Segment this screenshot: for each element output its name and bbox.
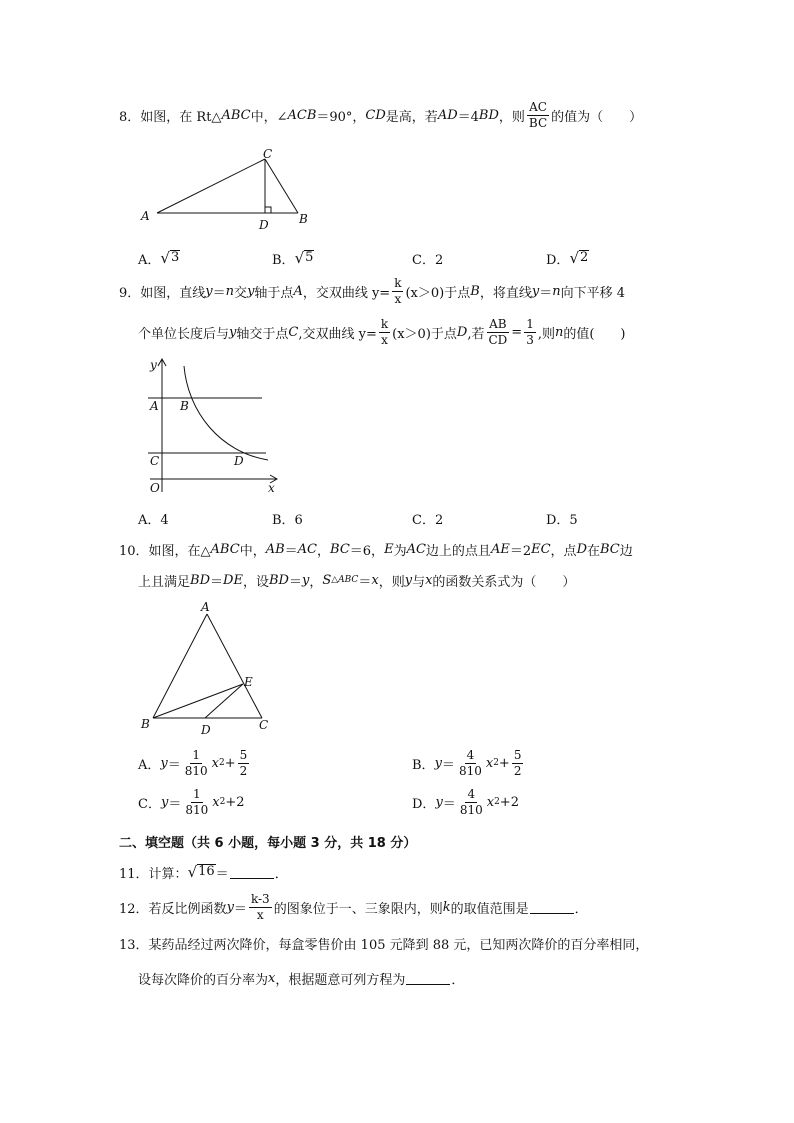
q10-label-e: E bbox=[244, 675, 253, 689]
q8-stem: 8． 如图，在 Rt△ ABC 中，∠ ACB ＝90°， CD 是高，若 AD ＝4 BD ，则 $\frac{AC}{BC}$ 的值为（ ） bbox=[119, 99, 643, 130]
q8-label-a: A bbox=[141, 209, 150, 223]
q13-answer-blank[interactable] bbox=[406, 972, 450, 985]
q9-stem-line1: 9． 如图，直线 y ＝ n 交 y 轴于点 A ，交双曲线 y= $\frac{k}{x}$ (x＞0) 于点 B ，将直线 y ＝ n 向下平移 4 bbox=[119, 275, 625, 306]
q9-stem-line2: 个单位长度后与 y 轴交于点 C ,交双曲线 y= $\frac{k}{x}$ (x＞0) 于点 D ,若 $\frac{AB}{CD}$ = $\frac{1}{3}$ ,则 n 的值( ) bbox=[138, 316, 626, 347]
q8-option-d[interactable]: D． √ 2 bbox=[546, 248, 589, 268]
q8-fraction: $\frac{AC}{BC}$ bbox=[528, 99, 548, 130]
q10-figure bbox=[135, 598, 280, 740]
q13-stem-line2: 设每次降价的百分率为 x ，根据题意可列方程为 ． bbox=[138, 970, 465, 988]
q12-fraction: $\frac{k-3}{x}$ bbox=[250, 891, 270, 922]
q12-stem: 12． 若反比例函数 y ＝ $\frac{k-3}{x}$ 的图象位于一、三象限内，则 k 的取值范围是 ． bbox=[119, 891, 588, 922]
q13-stem-line1: 13． 某药品经过两次降价，每盒零售价由 105 元降到 88 元，已知两次降价的百分率相同， bbox=[119, 937, 649, 953]
q10-label-a: A bbox=[201, 600, 210, 614]
q10-option-a[interactable]: A． y ＝ $\frac{1}{810}$ x 2 + $\frac{5}{2}$ bbox=[138, 747, 248, 778]
q12-answer-blank[interactable] bbox=[530, 901, 574, 914]
q8-option-b[interactable]: B． √ 5 bbox=[272, 248, 314, 268]
section-title-fill-in: 二、填空题（共 6 小题，每小题 3 分，共 18 分） bbox=[119, 835, 417, 851]
q8-label-c: C bbox=[263, 147, 273, 161]
q9-ratio-fraction: $\frac{AB}{CD}$ bbox=[488, 316, 508, 347]
q9-label-b: B bbox=[180, 399, 189, 413]
q9-option-d[interactable]: D．5 bbox=[546, 512, 578, 528]
q11-stem: 11． 计算： √ 16 ＝ ． bbox=[119, 862, 288, 882]
q9-label-y: y bbox=[150, 358, 157, 372]
q8-option-c[interactable]: C．2 bbox=[412, 252, 444, 268]
q8-label-b: B bbox=[299, 212, 308, 226]
q10-option-b[interactable]: B． y ＝ $\frac{4}{810}$ x 2 + $\frac{5}{2}$ bbox=[412, 747, 522, 778]
q10-option-c[interactable]: C． y ＝ $\frac{1}{810}$ x 2 +2 bbox=[138, 786, 245, 817]
q9-label-o: O bbox=[150, 481, 160, 495]
q9-label-d: D bbox=[234, 454, 244, 468]
q8-option-a[interactable]: A． √ 3 bbox=[138, 248, 180, 268]
q11-answer-blank[interactable] bbox=[230, 866, 274, 879]
q10-label-b: B bbox=[141, 717, 150, 731]
q9-label-a: A bbox=[150, 399, 159, 413]
q9-hyperbola-fraction: $\frac{k}{x}$ bbox=[394, 275, 402, 306]
q10-option-d[interactable]: D． y ＝ $\frac{4}{810}$ x 2 +2 bbox=[412, 786, 519, 817]
q8-label-d: D bbox=[259, 218, 269, 232]
q10-stem-line1: 10． 如图，在△ ABC 中， AB ＝ AC ， BC ＝6， E 为 AC 边上的点且 AE ＝2 EC ，点 D 在 BC 边 bbox=[119, 541, 633, 559]
q10-label-c: C bbox=[259, 718, 269, 732]
q9-option-c[interactable]: C．2 bbox=[412, 512, 444, 528]
q8-figure bbox=[135, 145, 315, 235]
q9-label-x: x bbox=[268, 481, 275, 495]
q10-stem-line2: 上且满足 BD ＝ DE ，设 BD ＝ y ， S △ABC ＝ x ，则 y 与 x 的函数关系式为（ ） bbox=[138, 572, 576, 590]
q9-label-c: C bbox=[150, 454, 160, 468]
q9-option-b[interactable]: B．6 bbox=[272, 512, 303, 528]
q9-figure bbox=[140, 352, 290, 500]
q10-label-d: D bbox=[201, 723, 211, 737]
q9-option-a[interactable]: A．4 bbox=[138, 512, 169, 528]
